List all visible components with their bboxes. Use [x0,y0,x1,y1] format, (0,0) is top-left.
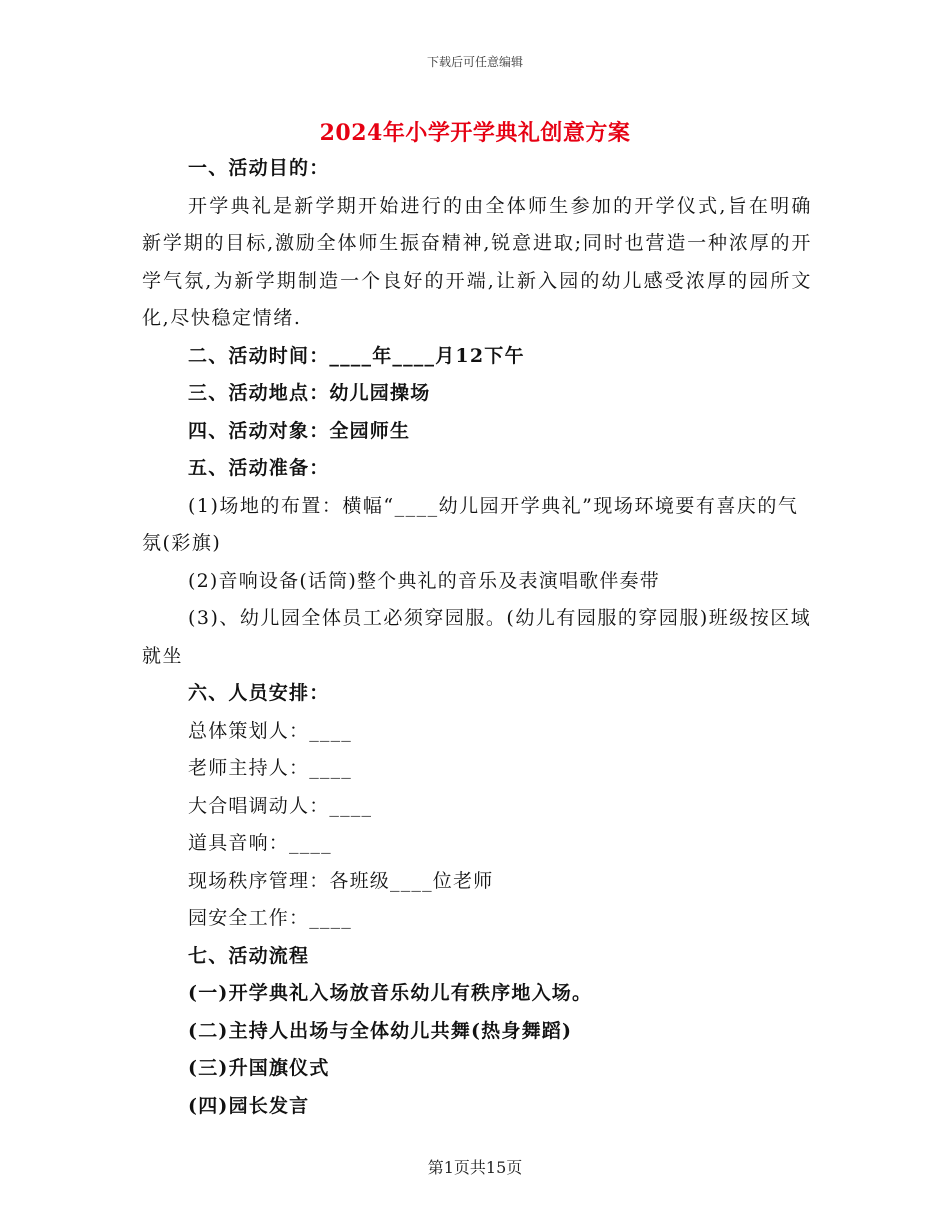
section-7-heading: 七、活动流程 [188,944,310,967]
process-step: (一)开学典礼入场放音乐幼儿有秩序地入场。 [188,982,593,1004]
process-step: (四)园长发言 [188,1094,310,1117]
section-1-heading: 一、活动目的： [188,157,330,179]
page-footer: 第1页共15页 [427,1158,523,1177]
staff-item: 道具音响：____ [188,832,332,854]
section-5-item-3: (3)、幼儿园全体员工必须穿园服。(幼儿有园服的穿园服)班级按区域就坐 [142,607,812,667]
process-step: (三)升国旗仪式 [188,1057,330,1079]
section-2-time: 二、活动时间：____年____月12下午 [188,344,525,367]
document-body [142,150,812,1125]
section-5-item-1: (1)场地的布置：横幅“____幼儿园开学典礼”现场环境要有喜庆的气氛(彩旗) [142,494,799,554]
staff-item: 总体策划人：____ [188,719,353,742]
staff-item: 老师主持人：____ [188,757,353,779]
process-step: (二)主持人出场与全体幼儿共舞(热身舞蹈) [188,1019,573,1042]
section-5-item-2: (2)音响设备(话筒)整个典礼的音乐及表演唱歌伴奏带 [188,569,660,592]
staff-item: 现场秩序管理：各班级____位老师 [188,869,494,892]
document-title: 2024年小学开学典礼创意方案 [319,120,631,146]
staff-item: 园安全工作：____ [188,907,353,929]
section-5-heading: 五、活动准备： [188,457,330,479]
staff-item: 大合唱调动人：____ [188,794,373,817]
section-6-heading: 六、人员安排： [188,682,330,704]
header-note: 下载后可任意编辑 [426,55,523,69]
section-4-audience: 四、活动对象：全园师生 [188,419,411,442]
section-3-location: 三、活动地点：幼儿园操场 [188,382,431,404]
section-1-paragraph: 开学典礼是新学期开始进行的由全体师生参加的开学仪式,旨在明确新学期的目标,激励全体师生振奋精神,锐意进取;同时也营造一种浓厚的开学气氛,为新学期制造一个良好的开端,让新入园的幼儿感受浓厚的园所文化,尽快稳定情绪. [142,194,812,329]
